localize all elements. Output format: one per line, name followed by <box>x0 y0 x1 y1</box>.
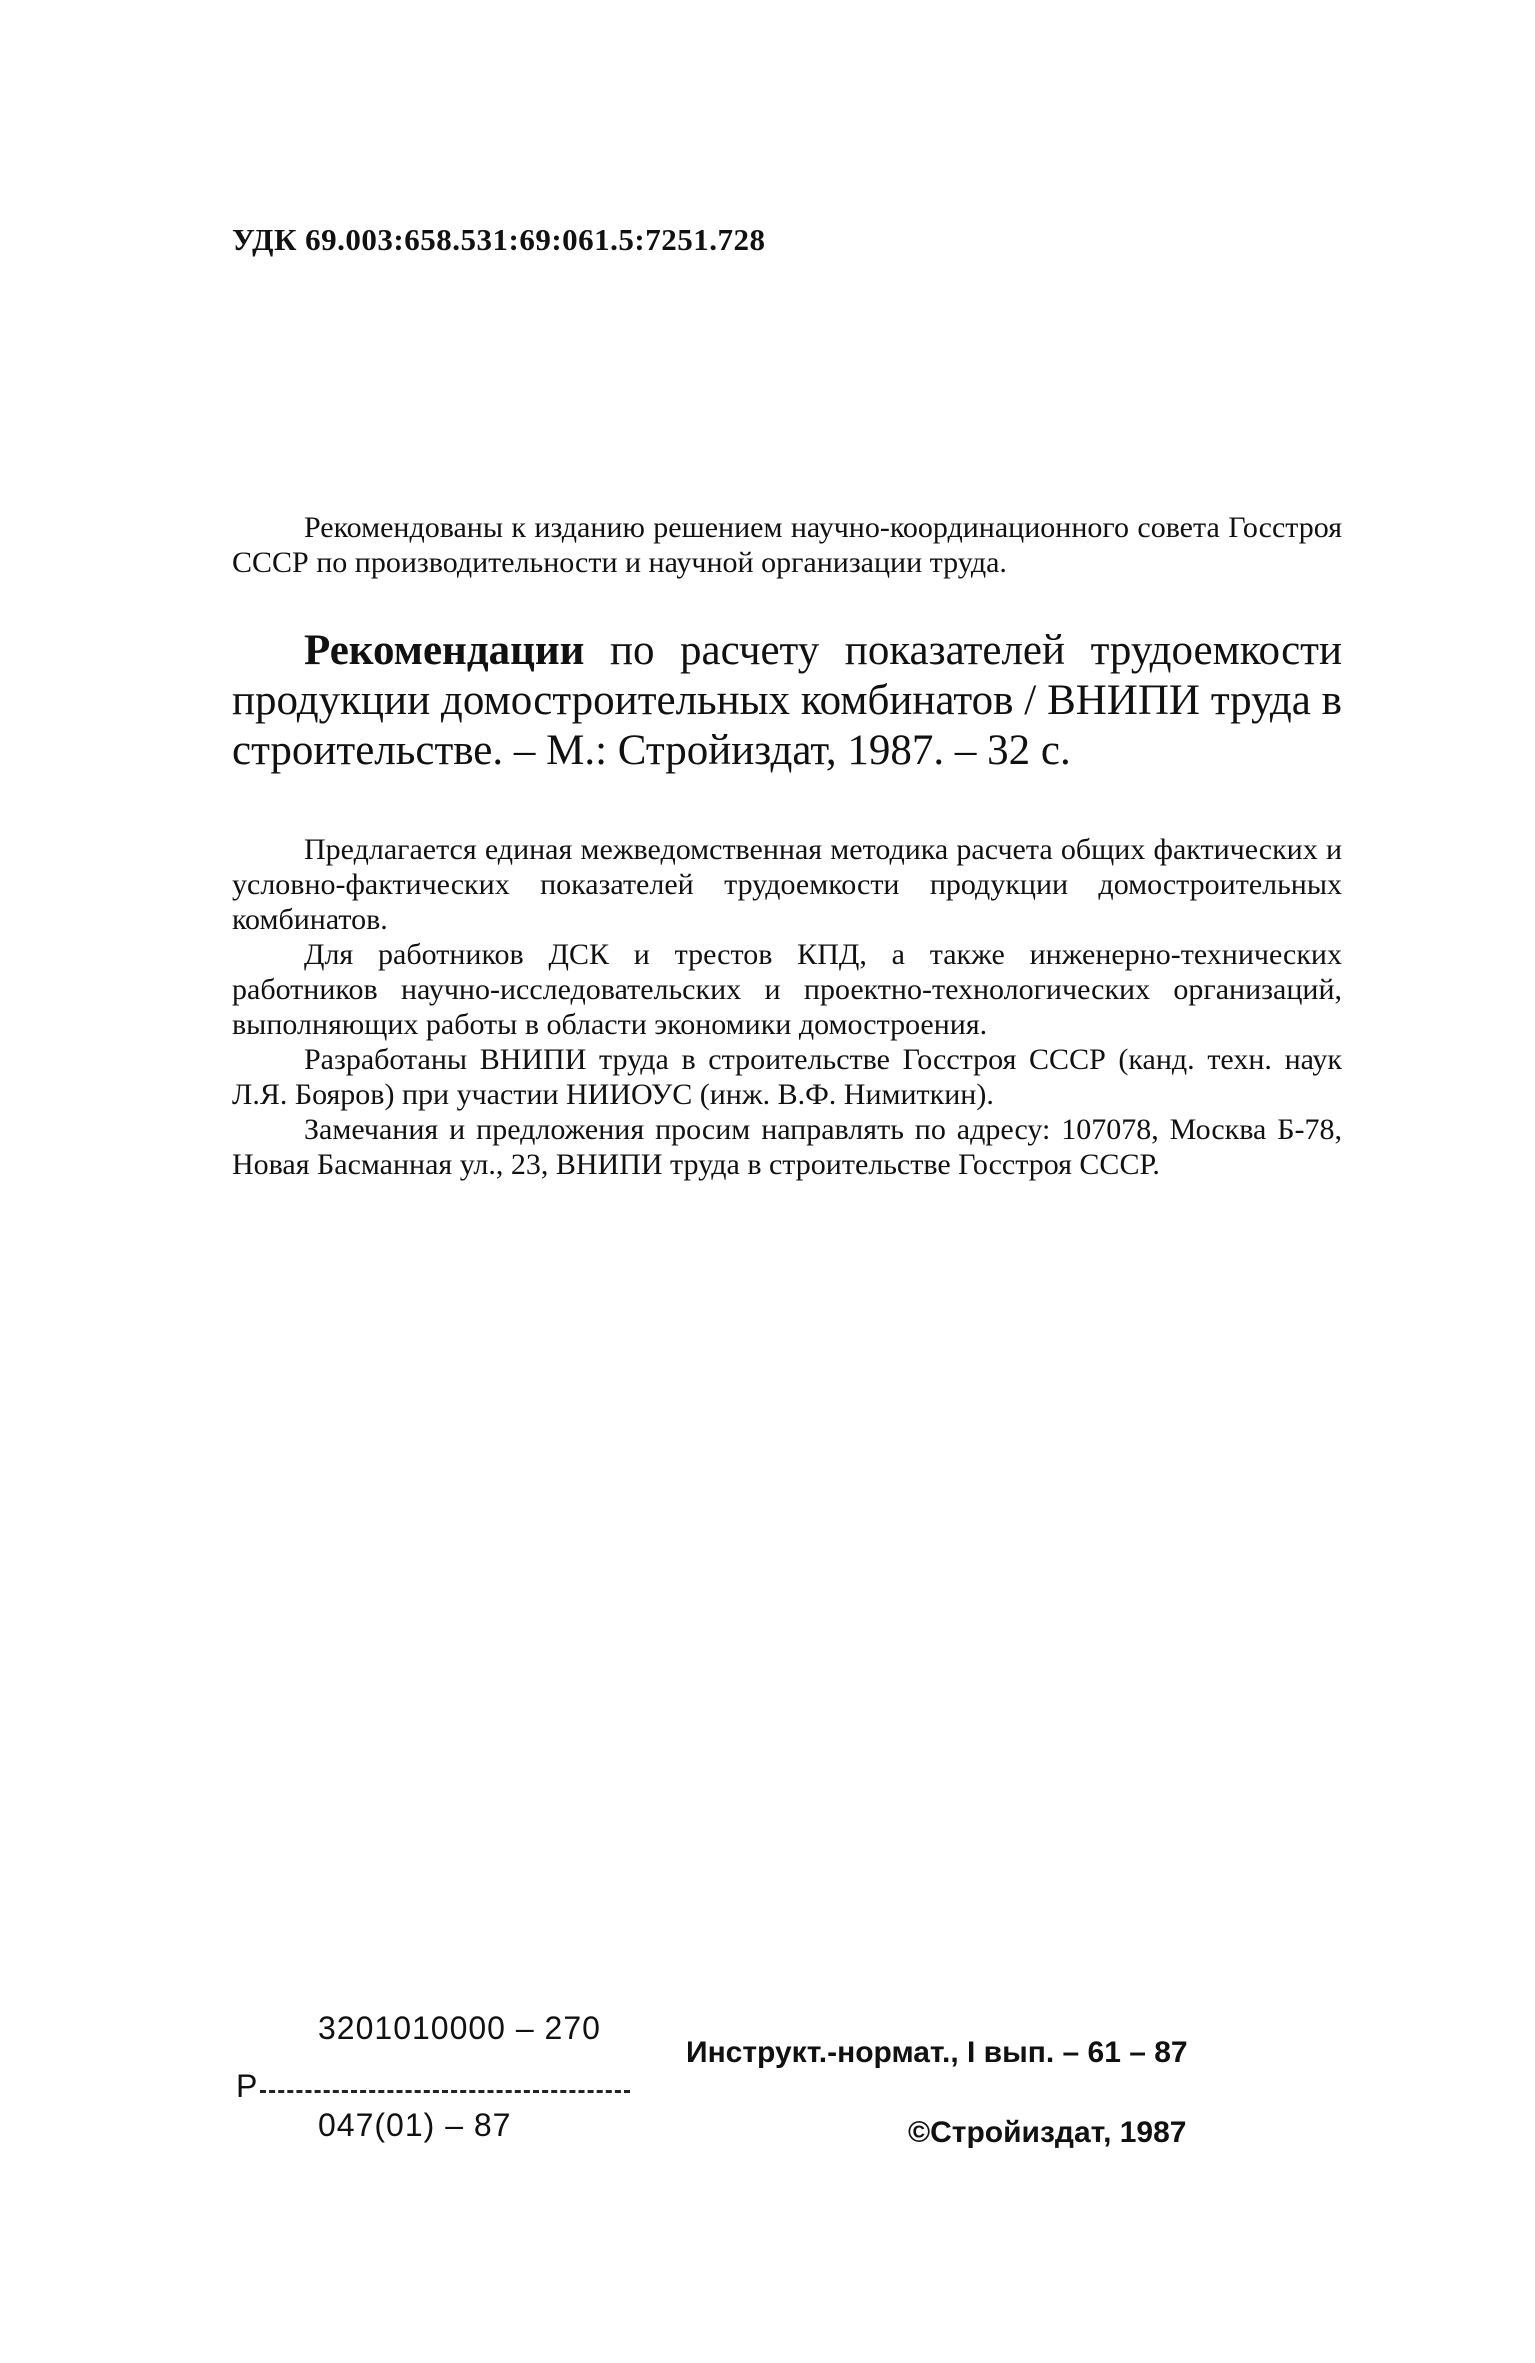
bibliography-lead: Рекомендации <box>304 627 585 674</box>
bibliography-rest: по расчету показателей трудоемкости продукции домостроительных комбинатов / ВНИПИ труда в строительстве. – М.: Стройиздат, 1987. – 32 с. <box>232 627 1342 774</box>
udk-code: УДК 69.003:658.531:69:061.5:7251.728 <box>232 222 766 257</box>
abstract <box>232 832 1342 1182</box>
instructive-normative-label: Инструкт.-нормат., I вып. – 61 – 87 <box>686 2036 1188 2069</box>
abstract-paragraph: Замечания и предложения просим направлять по адресу: 107078, Москва Б-78, Новая Басманная ул., 23, ВНИПИ труда в строительстве Госстроя СССР. <box>232 1113 1342 1181</box>
code-numerator: 3201010000 – 270 <box>318 2010 601 2046</box>
abstract-paragraph: Разработаны ВНИПИ труда в строительстве Госстроя СССР (канд. техн. наук Л.Я. Бояров) при участии НИИОУС (инж. В.Ф. Нимиткин). <box>232 1043 1342 1111</box>
abstract-paragraph: Для работников ДСК и трестов КПД, а также инженерно-технических работников научно-исследовательских и проектно-технологических организаций, выполняющих работы в области экономики домостроения. <box>232 938 1342 1041</box>
abstract-paragraph: Предлагается единая межведомственная методика расчета общих фактических и условно-фактических показателей трудоемкости продукции домостроительных комбинатов. <box>232 833 1342 936</box>
code-denominator: 047(01) – 87 <box>318 2107 512 2143</box>
code-prefix: Р <box>236 2068 258 2104</box>
copyright-notice: ©Стройиздат, 1987 <box>908 2116 1187 2149</box>
fraction-divider <box>260 2090 630 2093</box>
bibliographic-entry <box>232 626 1342 776</box>
recommendation-note: Рекомендованы к изданию решением научно-координационного совета Госстроя СССР по производительности и научной организации труда. <box>232 511 1342 579</box>
